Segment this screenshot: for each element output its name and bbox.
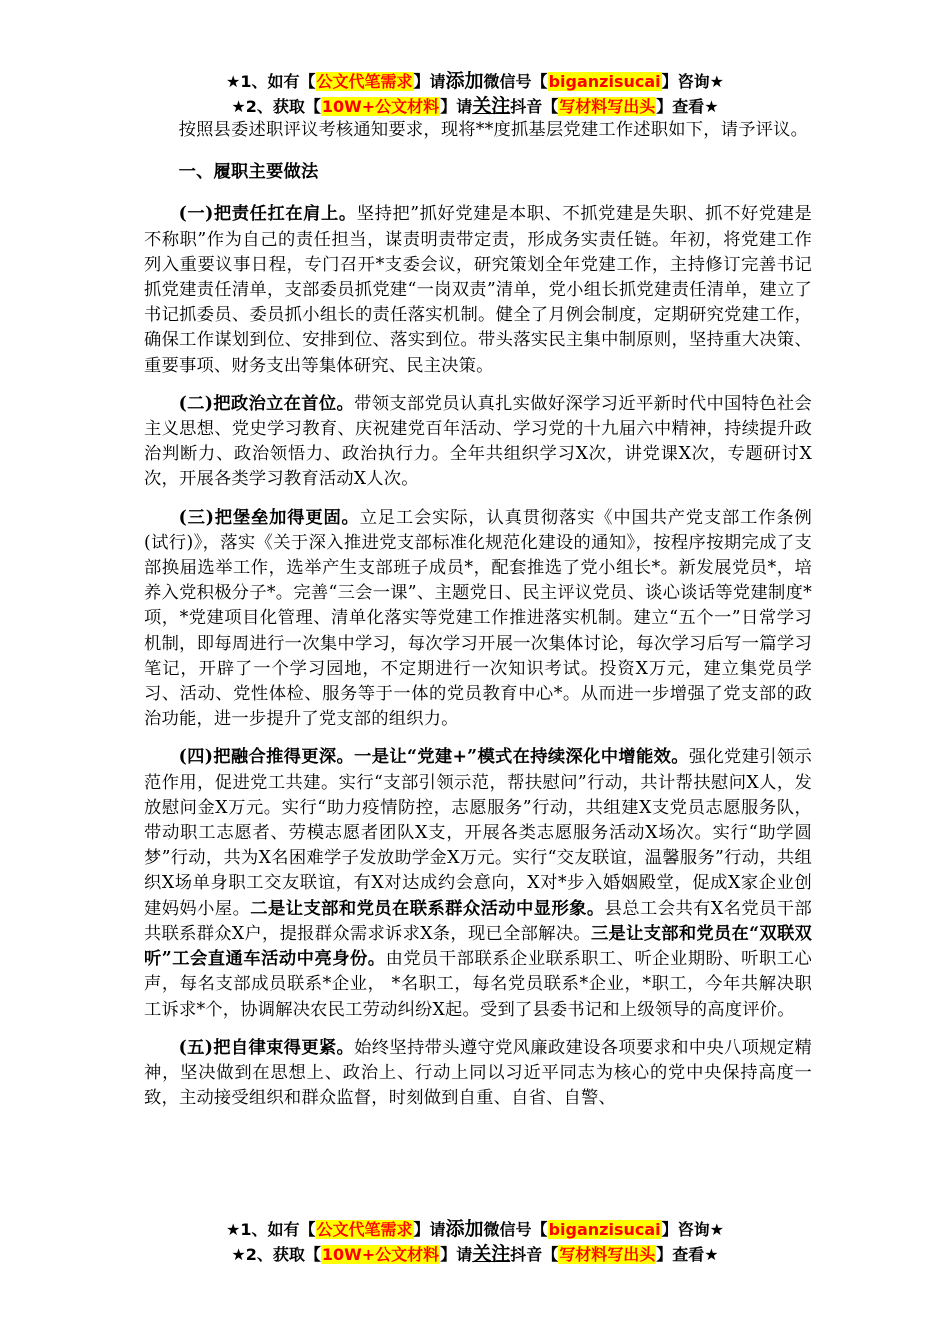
highlight-text: 10W+公文材料 [321,1245,440,1264]
banner-text: 】查看★ [656,1245,719,1264]
banner-text: 抖音【 [510,97,559,116]
paragraph-text: 由党员干部联系企业联系职工、听企业期盼、听职工心声，每名支部成员联系*企业， *名职工，每名党员联系*企业，*职工，今年共解决职工诉求*个，协调解决农民工劳动纠纷X起。受到了县委书记和上级领导的高度评价。 [144,949,812,1020]
banner-text: 】查看★ [656,97,719,116]
paragraph-lead: (二)把政治立在首位。 [178,393,355,414]
paragraph-fortress [144,506,812,733]
highlight-text: 公文代笔需求 [316,1220,413,1239]
paragraph-lead: (五)把自律束得更紧。 [178,1037,355,1058]
banner-text: ★1、如有【 [226,72,316,91]
paragraph-text: 坚持把”抓好党建是本职、不抓党建是失职、抓不好党建是不称职”作为自己的责任担当，谋责明责带定责，形成务实责任链。年初，将党建工作列入重要议事日程，专门召开*支委会议，研究策划全年党建工作，主持修订完善书记抓党建责任清单，支部委员抓党建“一岗双责”清单，党小组长抓党建责任清单，建立了书记抓委员、委员抓小组长的责任落实机制。健全了月例会制度，定期研究党建工作，确保工作谋划到位、安排到位、落实到位。带头落实民主集中制原则，坚持重大决策、重要事项、财务支出等集体研究、民主决策。 [144,204,812,376]
banner-text: 】请 [413,72,446,91]
banner-text: 】请 [440,97,473,116]
document-body [144,118,812,1111]
intro-paragraph: 按照县委述职评议考核通知要求，现将**度抓基层党建工作述职如下，请予评议。 [178,120,809,140]
paragraph-sublead: 三是让支部和党员在“双联双听”工会直通车活动中亮身份。 [144,923,812,970]
paragraph-politics [144,392,812,493]
banner-text: ★1、如有【 [226,1220,316,1239]
highlight-text: 10W+公文材料 [321,97,440,116]
paragraph-text: 始终坚持带头遵守党风廉政建设各项要求和中央八项规定精神，坚决做到在思想上、政治上、行动上同以习近平同志为核心的党中央保持高度一致，主动接受组织和群众监督，时刻做到自重、自省、自警、 [144,1037,813,1109]
paragraph-sublead: 二是让支部和党员在联系群众活动中显形象。 [250,898,605,919]
banner-text: 微信号【 [483,1220,548,1239]
banner-text: 微信号【 [483,72,548,91]
paragraph-lead: (一)把责任扛在肩上。 [178,204,357,225]
banner-text: 抖音【 [510,1245,559,1264]
ad-banner-top-line2 [0,95,950,118]
douyin-id-highlight: 写材料写出头 [559,97,656,116]
banner-emphasis: 关注 [472,95,511,117]
banner-emphasis: 添加 [445,70,484,92]
ad-banner-bottom-line2 [0,1243,950,1266]
highlight-text: 公文代笔需求 [316,72,413,91]
paragraph-discipline [144,1036,812,1112]
paragraph-integration [144,745,812,1022]
paragraph-lead: (四)把融合推得更深。一是让“党建+”模式在持续深化中增能效。 [178,747,689,768]
paragraph-text: 县总工会共有X名党员干部共联系群众X户，提报群众需求诉求X条，现已全部解决。 [144,898,812,944]
banner-text: 】请 [413,1220,446,1239]
paragraph-text: 强化党建引领示范作用，促进党工共建。实行“支部引领示范，帮扶慰问”行动，共计帮扶慰问X人，发放慰问金X万元。实行“助力疫情防控，志愿服务”行动，共组建X支党员志愿服务队，带动职工志愿者、劳模志愿者团队X支，开展各类志愿服务活动X场次。实行“助学圆梦”行动，共为X名困难学子发放助学金X万元。实行“交友联谊，温馨服务”行动，共组织X场单身职工交友联谊，有X对达成约会意向，X对*步入婚姻殿堂，促成X家企业创建妈妈小屋。 [144,747,812,919]
banner-text: ★2、获取【 [231,1245,321,1264]
paragraph-text: 带领支部党员认真扎实做好深学习近平新时代中国特色社会主义思想、党史学习教育、庆祝建党百年活动、学习党的十九届六中精神，持续提升政治判断力、政治领悟力、政治执行力。全年共组织学习X次，讲党课X次，专题研讨X次，开展各类学习教育活动X人次。 [144,393,813,490]
wechat-id-highlight: biganzisucai [548,1220,661,1239]
banner-emphasis: 关注 [472,1243,511,1265]
paragraph-lead: (三)把堡垒加得更固。 [178,507,360,528]
banner-text: ★2、获取【 [231,97,321,116]
douyin-id-highlight: 写材料写出头 [559,1245,656,1264]
banner-text: 】咨询★ [661,72,724,91]
ad-banner-bottom-line1 [0,1218,950,1241]
paragraph-responsibility [144,202,812,378]
banner-emphasis: 添加 [445,1218,484,1240]
banner-text: 】咨询★ [661,1220,724,1239]
banner-text: 】请 [440,1245,473,1264]
section-heading: 一、履职主要做法 [178,162,319,183]
wechat-id-highlight: biganzisucai [548,72,661,91]
ad-banner-top-line1 [0,70,950,93]
paragraph-text: 立足工会实际，认真贯彻落实《中国共产党支部工作条例(试行)》，落实《关于深入推进党支部标准化规范化建设的通知》，按程序按期完成了支部换届选举工作，选举产生支部班子成员*，配套推选了党小组长*。新发展党员*，培养入党积极分子*。完善“三会一课”、主题党日、民主评议党员、谈心谈话等党建制度*项，*党建项目化管理、清单化落实等党建工作推进落实机制。建立“五个一”日常学习机制，即每周进行一次集中学习，每次学习开展一次集体讨论，每次学习后写一篇学习笔记，开辟了一个学习园地，不定期进行一次知识考试。投资X万元，建立集党员学习、活动、党性体检、服务等于一体的党员教育中心*。从而进一步增强了党支部的政治功能，进一步提升了党支部的组织力。 [144,507,812,730]
